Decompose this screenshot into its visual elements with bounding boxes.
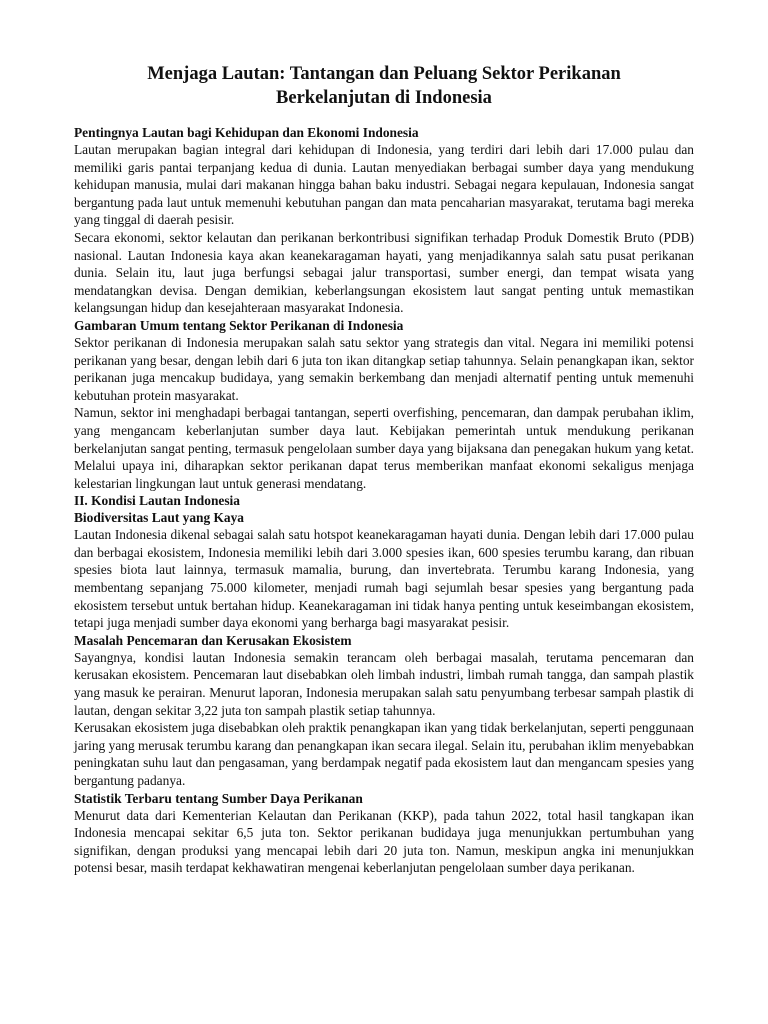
chapter-heading: II. Kondisi Lautan Indonesia xyxy=(74,493,240,509)
section-heading: Pentingnya Lautan bagi Kehidupan dan Ekonomi Indonesia xyxy=(74,125,419,140)
subsection-heading: Biodiversitas Laut yang Kaya xyxy=(74,510,245,526)
body-paragraph: Kerusakan ekosistem juga disebabkan oleh praktik penangkapan ikan yang tidak berkelanjutan, seperti penggunaan jaring yang merusak terumbu karang dan penangkapan ikan secara ilegal. Selain itu, perubahan iklim menyebabkan peningkatan suhu laut dan pengasaman, yang berdampak negatif pada ekosistem laut dan mengancam spesies yang bergantung padanya. xyxy=(74,720,694,788)
subsection-heading: Masalah Pencemaran dan Kerusakan Ekosistem xyxy=(74,632,352,648)
body-paragraph: Lautan Indonesia dikenal sebagai salah satu hotspot keanekaragaman hayati dunia. Dengan lebih dari 17.000 pulau dan berbagai ekosistem, Indonesia memiliki lebih dari 3.000 spesies ikan, 600 spesies terumbu karang, dan ribuan spesies biota laut lainnya, termasuk mamalia, burung, dan invertebrata. Terumbu karang Indonesia, yang membentang sepanjang 75.000 kilometer, menjadi rumah bagi sejumlah besar spesies yang bergantung pada ekosistem tersebut untuk bertahan hidup. Keanekaragaman ini tidak hanya penting untuk keseimbangan ekosistem, tetapi juga menjadi sumber daya ekonomi yang berharga bagi masyarakat pesisir. xyxy=(74,527,694,631)
body-paragraph: Sayangnya, kondisi lautan Indonesia semakin terancam oleh berbagai masalah, terutama pencemaran dan kerusakan ekosistem. Pencemaran laut disebabkan oleh limbah industri, limbah rumah tangga, dan sampah plastik yang masuk ke perairan. Menurut laporan, Indonesia merupakan salah satu penyumbang terbesar sampah plastik di lautan, dengan sekitar 3,22 juta ton sampah plastik setiap tahunnya. xyxy=(74,649,694,718)
body-paragraph: Sektor perikanan di Indonesia merupakan salah satu sektor yang strategis dan vital. Negara ini memiliki potensi perikanan yang besar, dengan lebih dari 6 juta ton ikan ditangkap setiap tahunnya. Selain penangkapan ikan, sektor perikanan juga mencakup budidaya, yang semakin berkembang dan menjadi alternatif penting untuk memenuhi kebutuhan protein masyarakat. xyxy=(74,334,694,403)
subsection-heading: Statistik Terbaru tentang Sumber Daya Perikanan xyxy=(74,790,363,806)
section-heading: Gambaran Umum tentang Sektor Perikanan di Indonesia xyxy=(74,317,404,333)
body-paragraph: Secara ekonomi, sektor kelautan dan perikanan berkontribusi signifikan terhadap Produk Domestik Bruto (PDB) nasional. Lautan Indonesia kaya akan keanekaragaman hayati, yang menjadikannya salah satu pusat perikanan dunia. Selain itu, laut juga berfungsi sebagai jalur transportasi, sumber energi, dan tempat wisata yang mendatangkan devisa. Dengan demikian, keberlangsungan ekosistem laut sangat penting untuk memastikan kelangsungan hidup dan kesejahteraan masyarakat Indonesia. xyxy=(74,229,694,316)
title-line-2: Berkelanjutan di Indonesia xyxy=(276,88,492,108)
title-line-1: Menjaga Lautan: Tantangan dan Peluang Sektor Perikanan xyxy=(147,64,621,84)
body-paragraph: Menurut data dari Kementerian Kelautan dan Perikanan (KKP), pada tahun 2022, total hasil tangkapan ikan Indonesia mencapai sekitar 6,5 juta ton. Sektor perikanan budidaya juga menunjukkan pertumbuhan yang signifikan, dengan produksi yang mencapai lebih dari 20 juta ton. Namun, meskipun angka ini menunjukkan potensi besar, masih terdapat kekhawatiran mengenai keberlanjutan pengelolaan sumber daya perikanan. xyxy=(74,807,694,876)
document-title xyxy=(74,62,694,110)
body-paragraph: Lautan merupakan bagian integral dari kehidupan di Indonesia, yang terdiri dari lebih dari 17.000 pulau dan memiliki garis pantai terpanjang kedua di dunia. Lautan menyediakan berbagai sumber daya yang mendukung kehidupan manusia, mulai dari makanan hingga bahan baku industri. Sebagai negara kepulauan, Indonesia sangat bergantung pada laut untuk memenuhi kebutuhan pangan dan mata pencaharian masyarakat, terutama bagi mereka yang tinggal di daerah pesisir. xyxy=(74,142,694,228)
body-paragraph: Namun, sektor ini menghadapi berbagai tantangan, seperti overfishing, pencemaran, dan dampak perubahan iklim, yang mengancam keberlanjutan sumber daya laut. Kebijakan pemerintah untuk mendukung perikanan berkelanjutan sangat penting, termasuk pengelolaan sumber daya yang bijaksana dan penegakan hukum yang ketat. Melalui upaya ini, diharapkan sektor perikanan dapat terus memberikan manfaat ekonomi sekaligus menjaga kelestarian lingkungan laut untuk generasi mendatang. xyxy=(74,405,694,491)
